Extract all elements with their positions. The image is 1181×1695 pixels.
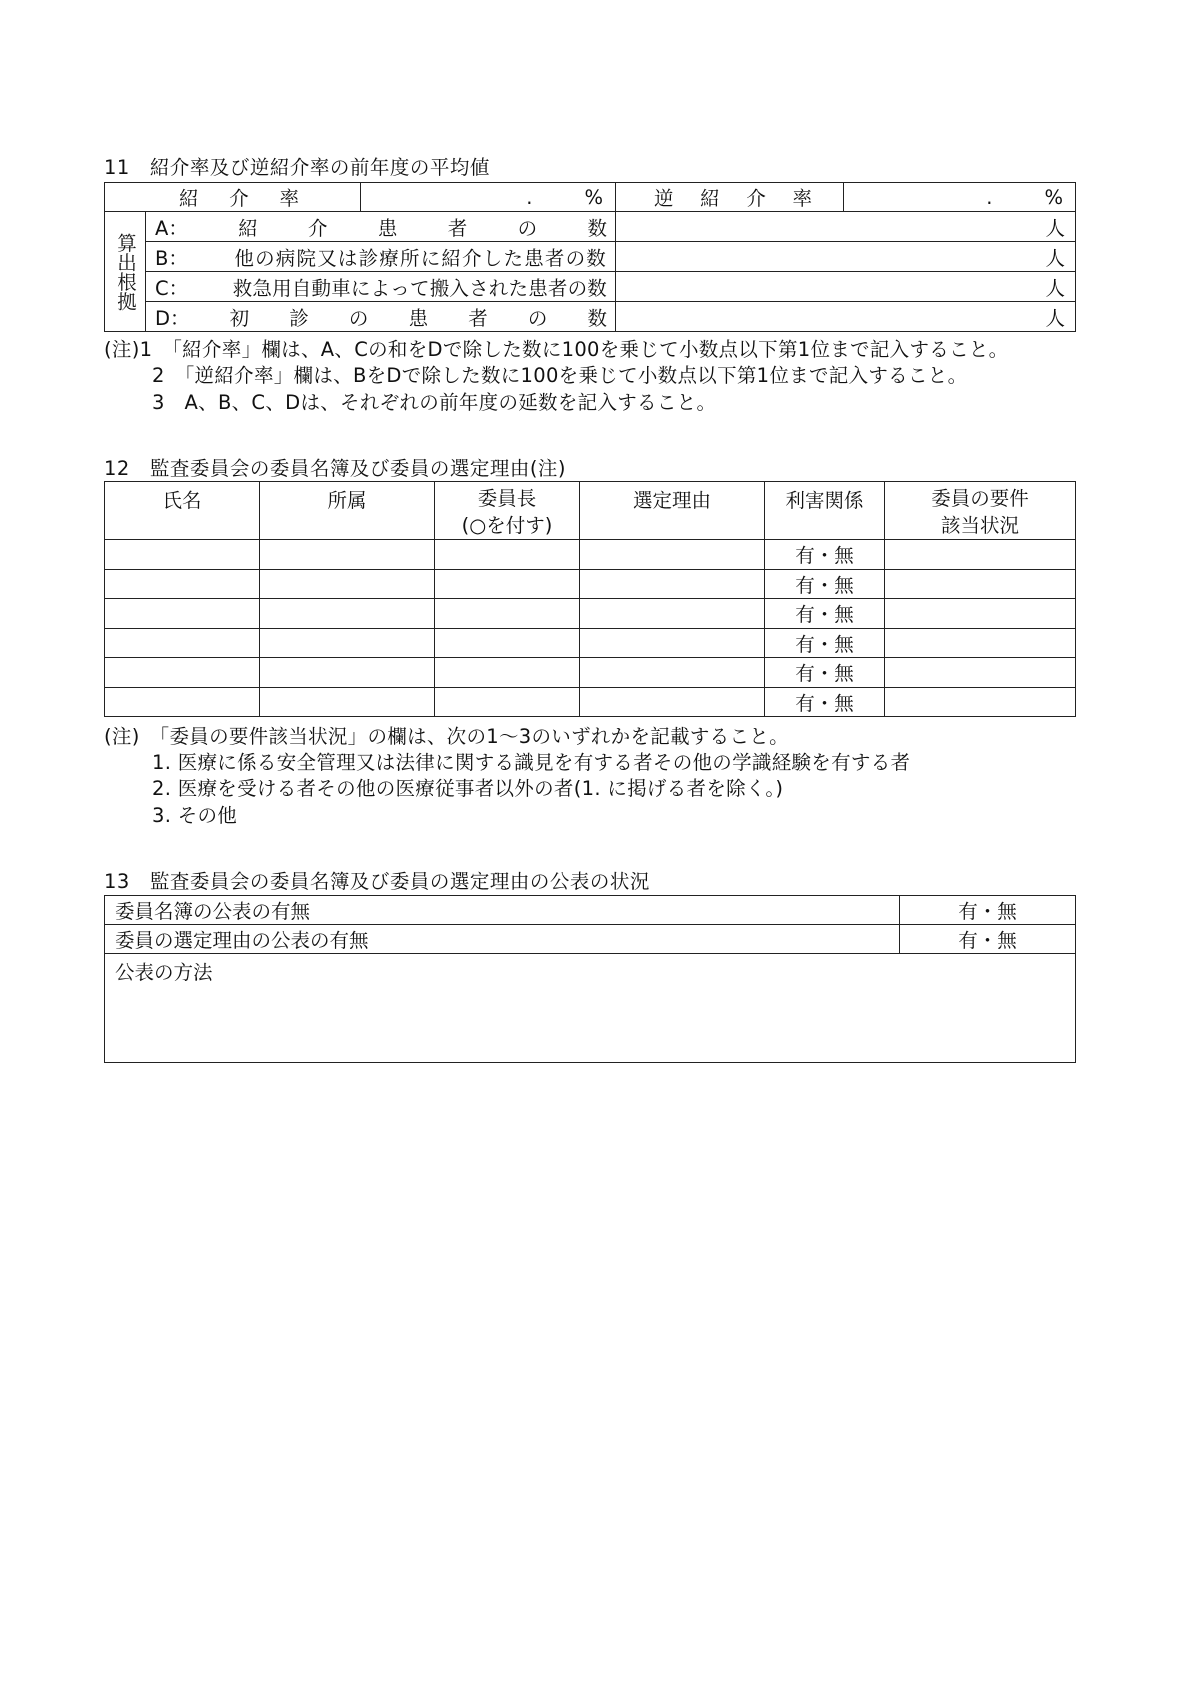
member-interest-cell[interactable]: 有・無: [765, 540, 885, 570]
member-chair-cell[interactable]: [435, 687, 580, 717]
member-name-cell[interactable]: [105, 658, 260, 688]
row-a-char: 紹: [238, 216, 258, 240]
row-d-char: 者: [468, 306, 488, 330]
sec11-note-1: (注)1 「紹介率」欄は、A、Cの和をDで除した数に100を乗じて小数点以下第1位まで記入すること。: [104, 338, 1009, 361]
row-a-unit: 人: [1045, 216, 1065, 240]
rate-char: 介: [229, 187, 249, 210]
row-d-prefix: D：: [155, 306, 190, 330]
row-d-char: の: [527, 306, 548, 330]
member-reason-cell[interactable]: [580, 569, 765, 599]
row-a-prefix: A：: [155, 216, 188, 240]
member-interest-cell[interactable]: 有・無: [765, 569, 885, 599]
referral-rate-label-cell: [105, 183, 361, 212]
reverse-referral-rate-value[interactable]: [844, 183, 1076, 212]
basis-row-d: [146, 302, 616, 332]
member-chair-cell[interactable]: [435, 540, 580, 570]
sec11-note-3: 3 A、B、C、Dは、それぞれの前年度の延数を記入すること。: [152, 391, 717, 414]
row-b-text: 他の病院又は診療所に紹介した患者の数: [234, 246, 607, 270]
referral-rate-table: [104, 182, 1076, 332]
sec11-note-2: 2 「逆紹介率」欄は、BをDで除した数に100を乗じて小数点以下第1位まで記入すること。: [152, 364, 968, 387]
member-affiliation-cell[interactable]: [260, 599, 435, 629]
member-interest-cell[interactable]: 有・無: [765, 658, 885, 688]
member-chair-cell[interactable]: [435, 569, 580, 599]
publication-method-label: 公表の方法: [115, 961, 213, 984]
member-affiliation-cell[interactable]: [260, 540, 435, 570]
member-requirement-cell[interactable]: [885, 687, 1076, 717]
table-row: [105, 658, 1076, 688]
member-name-cell[interactable]: [105, 569, 260, 599]
member-name-cell[interactable]: [105, 687, 260, 717]
member-reason-cell[interactable]: [580, 599, 765, 629]
member-requirement-cell[interactable]: [885, 628, 1076, 658]
percent-sign: %: [584, 185, 603, 209]
row-a-char: 患: [377, 216, 398, 240]
reverse-rate-char: 率: [792, 187, 812, 210]
rate-char: 率: [279, 187, 299, 210]
reverse-rate-char: 紹: [700, 187, 720, 210]
row-c-value-cell[interactable]: [616, 272, 1076, 302]
member-chair-cell[interactable]: [435, 599, 580, 629]
row-a-value-cell[interactable]: [616, 212, 1076, 242]
member-name-cell[interactable]: [105, 540, 260, 570]
member-interest-cell[interactable]: 有・無: [765, 599, 885, 629]
sec12-note-1: 1. 医療に係る安全管理又は法律に関する識見を有する者その他の学識経験を有する者: [152, 751, 911, 774]
member-list-publication-value[interactable]: 有・無: [900, 896, 1076, 925]
basis-row-b: [146, 242, 616, 272]
member-affiliation-cell[interactable]: [260, 569, 435, 599]
table-row: [105, 569, 1076, 599]
section-11-title: 11 紹介率及び逆紹介率の前年度の平均値: [104, 156, 490, 179]
row-b-unit: 人: [1045, 246, 1065, 270]
selection-reason-publication-value[interactable]: 有・無: [900, 925, 1076, 954]
row-a-char: の: [517, 216, 538, 240]
header-chair-line1: 委員長: [477, 487, 537, 510]
committee-members-table: [104, 481, 1076, 717]
basis-row-c: [146, 272, 616, 302]
header-req-line2: 該当状況: [940, 514, 1019, 537]
decimal-point: .: [526, 185, 533, 209]
member-name-cell[interactable]: [105, 599, 260, 629]
member-requirement-cell[interactable]: [885, 540, 1076, 570]
row-d-char: 患: [408, 306, 429, 330]
sec12-note-3: 3. その他: [152, 804, 238, 827]
row-c-text: 救急用自動車によって搬入された患者の数: [232, 276, 607, 300]
row-c-unit: 人: [1045, 276, 1065, 300]
member-chair-cell[interactable]: [435, 628, 580, 658]
row-c-prefix: C：: [155, 276, 189, 300]
row-d-value-cell[interactable]: [616, 302, 1076, 332]
table-row: [105, 628, 1076, 658]
member-reason-cell[interactable]: [580, 540, 765, 570]
reverse-rate-char: 介: [746, 187, 766, 210]
row-d-char: 診: [289, 306, 309, 330]
table-row: [105, 687, 1076, 717]
row-b-prefix: B：: [155, 246, 188, 270]
member-interest-cell[interactable]: 有・無: [765, 628, 885, 658]
member-requirement-cell[interactable]: [885, 658, 1076, 688]
member-requirement-cell[interactable]: [885, 569, 1076, 599]
reverse-rate-char: 逆: [654, 187, 674, 210]
member-affiliation-cell[interactable]: [260, 628, 435, 658]
sec12-note-intro: (注) 「委員の要件該当状況」の欄は、次の1～3のいずれかを記載すること。: [104, 725, 789, 748]
publication-status-table: [104, 895, 1076, 1063]
decimal-point: .: [986, 185, 993, 209]
header-requirement-status: [885, 482, 1076, 540]
reverse-referral-rate-label-cell: [616, 183, 844, 212]
header-selection-reason: 選定理由: [580, 482, 765, 540]
rate-char: 紹: [179, 187, 199, 210]
header-conflict-of-interest: 利害関係: [765, 482, 885, 540]
member-requirement-cell[interactable]: [885, 599, 1076, 629]
row-b-value-cell[interactable]: [616, 242, 1076, 272]
selection-reason-publication-label: 委員の選定理由の公表の有無: [105, 925, 900, 954]
header-chair-line2: (○を付す): [461, 514, 553, 537]
member-list-publication-label: 委員名簿の公表の有無: [105, 896, 900, 925]
member-interest-cell[interactable]: 有・無: [765, 687, 885, 717]
member-affiliation-cell[interactable]: [260, 687, 435, 717]
row-a-char: 者: [447, 216, 468, 240]
header-name: 氏名: [105, 482, 260, 540]
member-chair-cell[interactable]: [435, 658, 580, 688]
table-row: [105, 540, 1076, 570]
header-chair: [435, 482, 580, 540]
percent-sign: %: [1044, 185, 1063, 209]
header-affiliation: 所属: [260, 482, 435, 540]
basis-row-a: [146, 212, 616, 242]
publication-method-cell[interactable]: [105, 954, 1076, 1063]
section-13-title: 13 監査委員会の委員名簿及び委員の選定理由の公表の状況: [104, 870, 650, 893]
row-a-char: 介: [308, 216, 328, 240]
table-row: [105, 599, 1076, 629]
row-d-char: 初: [229, 306, 250, 330]
row-d-char: の: [348, 306, 369, 330]
sec12-note-2: 2. 医療を受ける者その他の医療従事者以外の者(1. に掲げる者を除く。): [152, 777, 784, 800]
section-12-title: 12 監査委員会の委員名簿及び委員の選定理由(注): [104, 457, 567, 480]
referral-rate-value[interactable]: [361, 183, 616, 212]
member-name-cell[interactable]: [105, 628, 260, 658]
member-reason-cell[interactable]: [580, 628, 765, 658]
member-affiliation-cell[interactable]: [260, 658, 435, 688]
row-d-unit: 人: [1045, 306, 1065, 330]
member-reason-cell[interactable]: [580, 687, 765, 717]
header-req-line1: 委員の要件: [931, 487, 1029, 510]
member-reason-cell[interactable]: [580, 658, 765, 688]
row-a-char: 数: [587, 216, 607, 240]
calculation-basis-label: 算出根拠: [105, 212, 146, 332]
row-d-char: 数: [587, 306, 607, 330]
